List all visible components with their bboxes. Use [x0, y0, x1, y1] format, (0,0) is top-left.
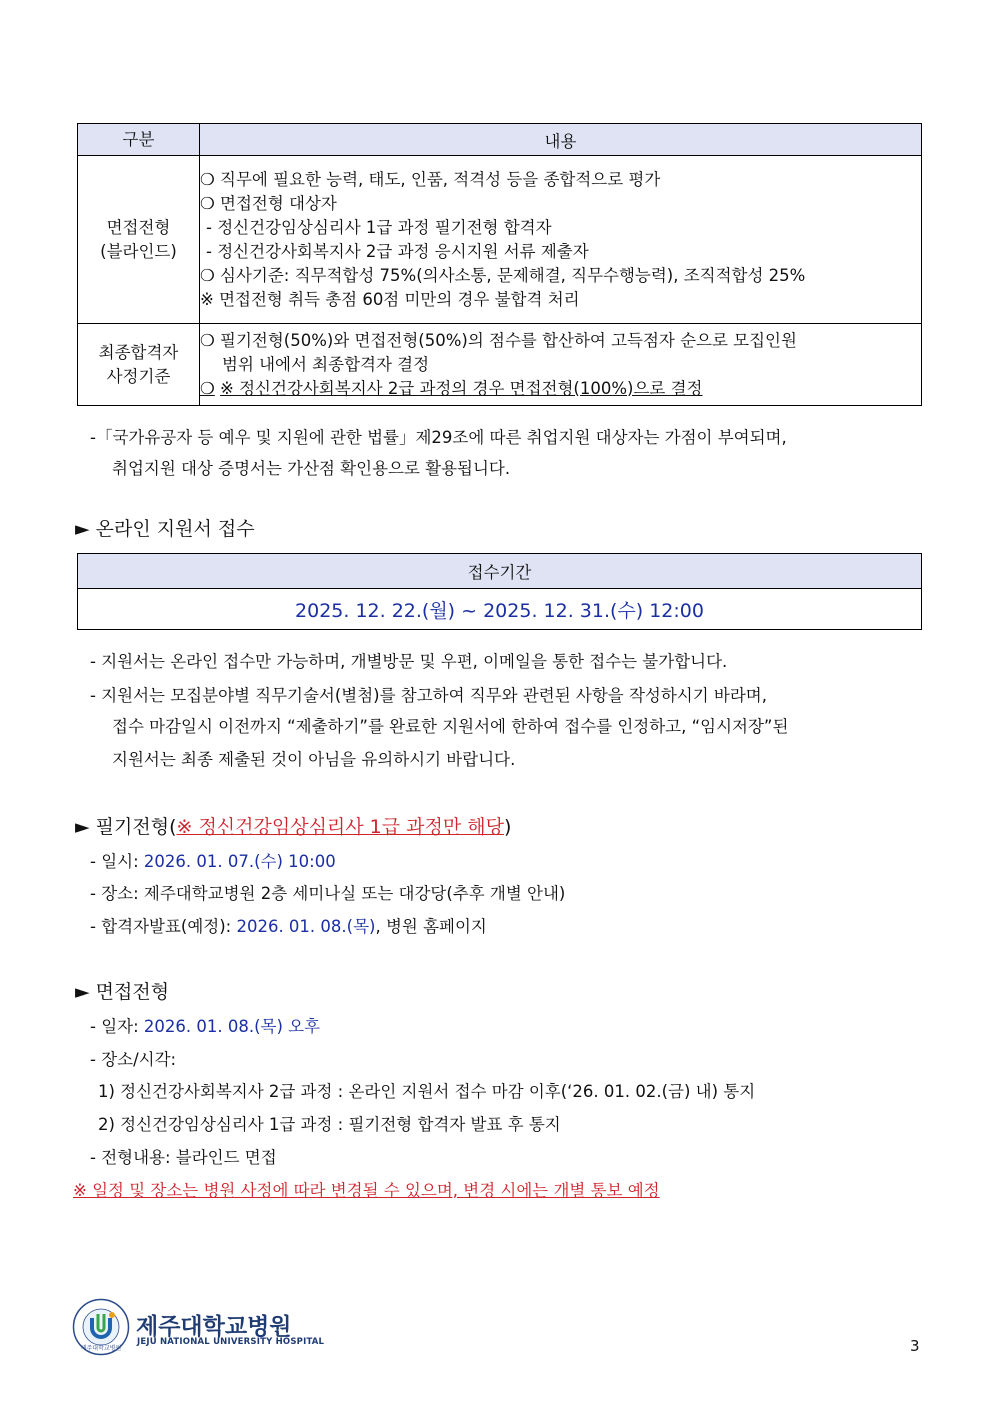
content-line: - 정신건강임상심리사 1급 과정 필기전형 합격자: [206, 217, 552, 237]
section-heading-online: ► 온라인 지원서 접수: [75, 518, 255, 540]
section-heading-interview: ► 면접전형: [75, 981, 170, 1003]
text: , 병원 홈페이지: [375, 917, 487, 936]
content-line: ※ 면접전형 취득 총점 60점 미만의 경우 불합격 처리: [200, 289, 580, 309]
date-value: 2026. 01. 07.(수) 10:00: [143, 852, 336, 871]
row-content: [200, 156, 922, 324]
heading-text: ► 필기전형(: [75, 816, 177, 838]
bullet: ❍: [200, 378, 215, 398]
evaluation-table: [77, 123, 922, 406]
label: - 일자:: [90, 1017, 144, 1036]
content-line: ❍ 직무에 필요한 능력, 태도, 인품, 적격성 등을 종합적으로 평가: [200, 169, 661, 189]
interview-item: 1) 정신건강사회복지사 2급 과정 : 온라인 지원서 접수 마감 이후(‘26. 01. 02.(금) 내) 통지: [98, 1082, 756, 1101]
law-note-line: 취업지원 대상 증명서는 가산점 확인용으로 활용됩니다.: [112, 459, 511, 478]
logo-english: JEJU NATIONAL UNIVERSITY HOSPITAL: [137, 1337, 325, 1347]
date-value: 2026. 01. 08.(목): [236, 917, 376, 936]
interview-place-label: - 장소/시각:: [90, 1050, 177, 1069]
written-result: [90, 913, 487, 937]
written-place: - 장소: 제주대학교병원 2층 세미나실 또는 대강당(추후 개별 안내): [90, 884, 566, 903]
category-line: (블라인드): [100, 241, 177, 261]
content-line: 범위 내에서 최종합격자 결정: [222, 354, 430, 374]
label: - 일시:: [90, 852, 144, 871]
online-note: 지원서는 최종 제출된 것이 아님을 유의하시기 바랍니다.: [112, 750, 516, 769]
logo-korean: 제주대학교병원: [136, 1314, 292, 1340]
heading-highlight: ※ 정신건강임상심리사 1급 과정만 해당: [176, 816, 504, 838]
interview-item: 2) 정신건강임상심리사 1급 과정 : 필기전형 합격자 발표 후 통지: [98, 1115, 561, 1134]
interview-content: - 전형내용: 블라인드 면접: [90, 1148, 277, 1167]
online-note: 접수 마감일시 이전까지 “제출하기”를 완료한 지원서에 한하여 접수를 인정하고, “임시저장”된: [112, 717, 789, 736]
content-line: ❍ 필기전형(50%)와 면접전형(50%)의 점수를 합산하여 고득점자 순으로 모집인원: [200, 330, 797, 350]
row-content: [200, 324, 922, 406]
seal-text: 제주대학교병원: [80, 1345, 122, 1352]
online-note: - 지원서는 모집분야별 직무기술서(별첨)를 참고하여 직무와 관련된 사항을 작성하시기 바라며,: [90, 686, 767, 705]
period-value: 2025. 12. 22.(월) ~ 2025. 12. 31.(수) 12:00: [78, 589, 922, 630]
schedule-notice: ※ 일정 및 장소는 병원 사정에 따라 변경될 수 있으며, 변경 시에는 개별 통보 예정: [73, 1181, 660, 1200]
table-header-category: 구분: [78, 124, 200, 156]
category-line: 면접전형: [106, 217, 171, 237]
content-line: ❍ 심사기준: 직무적합성 75%(의사소통, 문제해결, 직무수행능력), 조직적합성 25%: [200, 265, 806, 285]
page-number: 3: [910, 1337, 920, 1355]
label: - 합격자발표(예정):: [90, 917, 237, 936]
category-line: 사정기준: [106, 366, 171, 386]
row-category: [78, 156, 200, 324]
table-row: [78, 324, 922, 406]
content-line: - 정신건강사회복지사 2급 과정 응시지원 서류 제출자: [206, 241, 589, 261]
table-header-content: 내용: [200, 124, 922, 156]
written-date: [90, 848, 336, 872]
heading-text: ): [503, 816, 512, 838]
underlined-note: ※ 정신건강사회복지사 2급 과정의 경우 면접전형(100%)으로 결정: [220, 378, 703, 398]
row-category: [78, 324, 200, 406]
law-note-line: -「국가유공자 등 예우 및 지원에 관한 법률」제29조에 따른 취업지원 대상자는 가점이 부여되며,: [90, 428, 787, 447]
category-line: 최종합격자: [98, 342, 179, 362]
table-row: [78, 156, 922, 324]
content-line: ❍ 면접전형 대상자: [200, 193, 337, 213]
online-note: - 지원서는 온라인 접수만 가능하며, 개별방문 및 우편, 이메일을 통한 접수는 불가합니다.: [90, 652, 728, 671]
section-heading-written: [75, 812, 511, 839]
content-line: [200, 377, 921, 401]
date-value: 2026. 01. 08.(목) 오후: [143, 1017, 321, 1036]
period-label: 접수기간: [78, 554, 922, 589]
hospital-seal-logo: [72, 1298, 130, 1356]
application-period-table: [77, 553, 922, 630]
interview-date: [90, 1013, 320, 1037]
